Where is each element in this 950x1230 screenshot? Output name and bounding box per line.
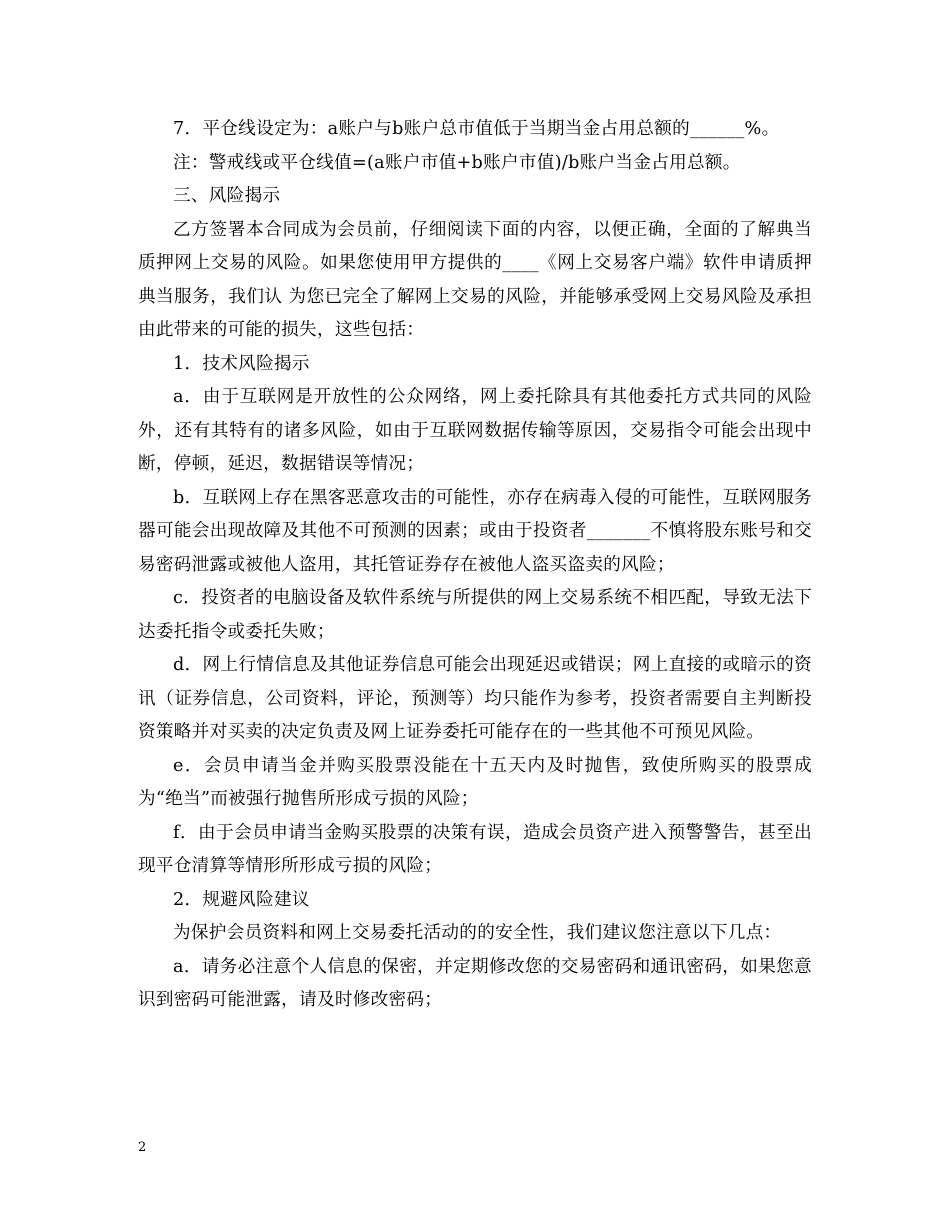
subheading-risk-avoidance: 2．规避风险建议 [173,889,310,910]
paragraph-note-formula: 注：警戒线或平仓线值=(a账户市值+b账户市值)/b账户当金占用总额。 [173,152,741,173]
subheading-technical-risk: 1．技术风险揭示 [173,353,310,374]
paragraph-risk-intro: 乙方签署本合同成为会员前，仔细阅读下面的内容，以便正确，全面的了解典当质押网上交易的风险。如果您使用甲方提供的____《网上交易客户端》软件申请质押典当服务，我们认 为您已完全了解网上交易的风险，并能够承受网上交易风险及承担由此带来的可能的损失，这些包括： [138,219,812,340]
section-heading-risk-disclosure: 三、风险揭示 [173,186,281,206]
paragraph-risk-e: e．会员申请当金并购买股票没能在十五天内及时抛售，致使所购买的股票成为“绝当”而被强行抛售所形成亏损的风险； [138,755,812,809]
paragraph-risk-b: b．互联网上存在黑客恶意攻击的可能性，亦存在病毒入侵的可能性，互联网服务器可能会出现故障及其他不可预测的因素；或由于投资者_______不慎将股东账号和交易密码泄露或被他人盗用，其托管证券存在被他人盗买盗卖的风险； [138,487,812,575]
paragraph-risk-d: d．网上行情信息及其他证券信息可能会出现延迟或错误；网上直接的或暗示的资讯（证券信息，公司资料，评论，预测等）均只能作为参考，投资者需要自主判断投资策略并对买卖的决定负责及网上证券委托可能存在的一些其他不可预见风险。 [138,655,812,742]
document-body [138,113,812,1018]
page-number: 2 [138,1140,147,1155]
paragraph-advice-intro: 为保护会员资料和网上交易委托活动的的安全性，我们建议您注意以下几点： [173,923,782,943]
paragraph-risk-a: a．由于互联网是开放性的公众网络，网上委托除具有其他委托方式共同的风险外，还有其特有的诸多风险，如由于互联网数据传输等原因，交易指令可能会出现中断，停顿，延迟，数据错误等情况； [138,387,812,474]
paragraph-risk-f: f．由于会员申请当金购买股票的决策有误，造成会员资产进入预警警告，甚至出现平仓清算等情形所形成亏损的风险； [138,822,812,876]
paragraph-liquidation-line: 7．平仓线设定为：a账户与b账户总市值低于当期当金占用总额的______%。 [173,119,780,139]
paragraph-advice-a: a．请务必注意个人信息的保密，并定期修改您的交易密码和通讯密码，如果您意识到密码可能泄露，请及时修改密码； [138,956,812,1010]
paragraph-risk-c: c．投资者的电脑设备及软件系统与所提供的网上交易系统不相匹配，导致无法下达委托指令或委托失败； [138,588,812,642]
